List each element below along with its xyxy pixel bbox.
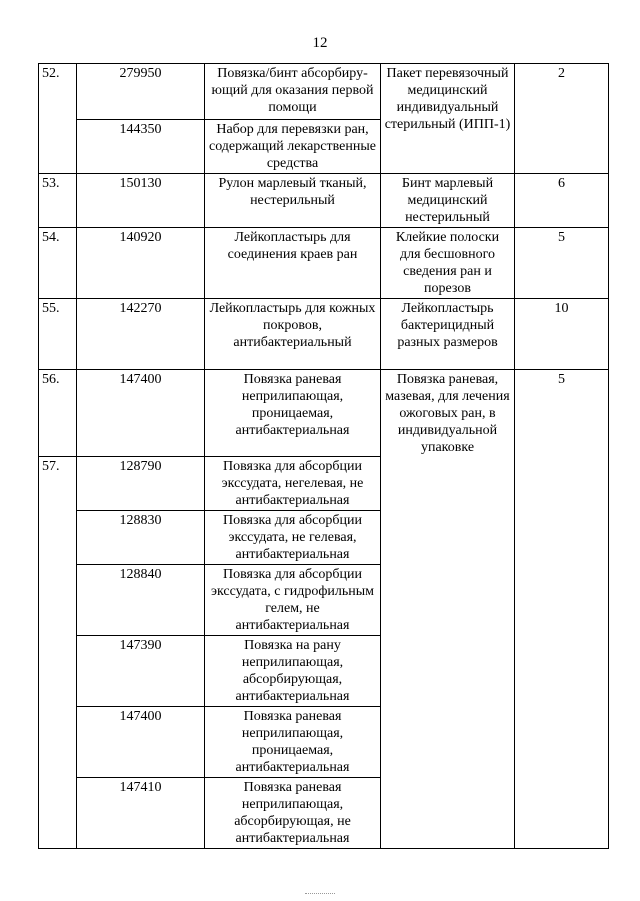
product-quantity: 10 (515, 299, 609, 370)
product-analog: Бинт марлевый медицинский нестерильный (381, 174, 515, 228)
product-code: 144350 (77, 120, 205, 174)
items-table (38, 63, 609, 849)
table-row (39, 299, 609, 370)
product-code: 128840 (77, 565, 205, 636)
product-name: Повязка для абсорбции экссудата, с гидрофильным гелем, не антибактериальная (205, 565, 381, 636)
product-name: Повязка раневая неприлипающая, абсорбирующая, не антибактериальная (205, 778, 381, 849)
row-number: 52. (39, 64, 77, 174)
product-analog: Лейкопластырь бактерицидный разных размеров (381, 299, 515, 370)
table-row (39, 174, 609, 228)
product-name: Рулон марлевый тканый, нестерильный (205, 174, 381, 228)
product-quantity: 5 (515, 228, 609, 299)
product-quantity: 6 (515, 174, 609, 228)
product-analog: Пакет перевязочный медицинский индивидуальный стерильный (ИПП-1) (381, 64, 515, 174)
row-number: 57. (39, 457, 77, 849)
scan-artifact (305, 893, 335, 897)
product-name: Лейкопластырь для кожных покровов, антибактериальный (205, 299, 381, 370)
page-number: 12 (312, 35, 328, 51)
product-name: Лейкопластырь для соединения краев ран (205, 228, 381, 299)
product-name: Повязка/бинт абсорбиру-ющий для оказания первой помощи (205, 64, 381, 120)
product-code: 147400 (77, 707, 205, 778)
product-quantity: 5 (515, 370, 609, 849)
product-name: Повязка для абсорбции экссудата, негелевая, не антибактериальная (205, 457, 381, 511)
product-code: 147390 (77, 636, 205, 707)
table-row (39, 370, 609, 457)
table-row (39, 228, 609, 299)
product-code: 147410 (77, 778, 205, 849)
product-name: Повязка для абсорбции экссудата, не гелевая, антибактериальная (205, 511, 381, 565)
product-analog: Повязка раневая, мазевая, для лечения ожоговых ран, в индивидуальной упаковке (381, 370, 515, 849)
product-code: 128830 (77, 511, 205, 565)
product-code: 150130 (77, 174, 205, 228)
row-number: 56. (39, 370, 77, 457)
product-name: Повязка раневая неприлипающая, проницаемая, антибактериальная (205, 370, 381, 457)
product-code: 147400 (77, 370, 205, 457)
row-number: 55. (39, 299, 77, 370)
row-number: 53. (39, 174, 77, 228)
product-code: 140920 (77, 228, 205, 299)
product-name: Повязка на рану неприлипающая, абсорбирующая, антибактериальная (205, 636, 381, 707)
product-code: 279950 (77, 64, 205, 120)
row-number: 54. (39, 228, 77, 299)
product-analog: Клейкие полоски для бесшовного сведения ран и порезов (381, 228, 515, 299)
product-code: 142270 (77, 299, 205, 370)
product-name: Набор для перевязки ран, содержащий лекарственные средства (205, 120, 381, 174)
product-code: 128790 (77, 457, 205, 511)
table-row (39, 64, 609, 120)
product-quantity: 2 (515, 64, 609, 174)
product-name: Повязка раневая неприлипающая, проницаемая, антибактериальная (205, 707, 381, 778)
